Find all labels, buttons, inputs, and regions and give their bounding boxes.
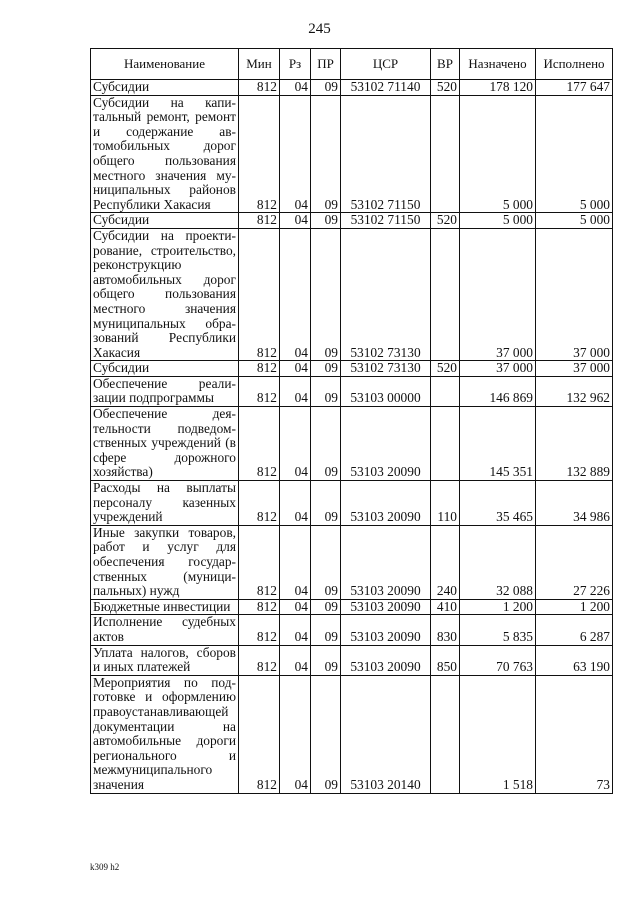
cell-csr: 53102 73130 [341,361,431,377]
cell-pr: 09 [311,376,341,406]
cell-rz: 04 [280,213,311,229]
cell-assigned: 70 763 [460,645,536,675]
table-row [91,481,613,526]
table-row [91,361,613,377]
table-row [91,228,613,360]
budget-table [90,48,613,794]
table-header-row [91,49,613,80]
cell-name: Исполнение судебных актов [91,615,239,645]
cell-pr: 09 [311,525,341,599]
cell-pr: 09 [311,615,341,645]
cell-csr: 53103 20090 [341,615,431,645]
cell-name: Субсидии [91,213,239,229]
cell-csr: 53102 71140 [341,80,431,96]
cell-min: 812 [239,407,280,481]
cell-pr: 09 [311,407,341,481]
cell-csr: 53103 20090 [341,481,431,526]
cell-min: 812 [239,376,280,406]
cell-executed: 37 000 [536,361,613,377]
cell-rz: 04 [280,376,311,406]
cell-pr: 09 [311,675,341,793]
cell-vr [431,675,460,793]
cell-csr: 53103 00000 [341,376,431,406]
cell-executed: 27 226 [536,525,613,599]
column-header-min: Мин [239,49,280,80]
cell-vr [431,228,460,360]
cell-min: 812 [239,481,280,526]
footer-code: k309 h2 [90,862,120,872]
cell-executed: 1 200 [536,599,613,615]
cell-vr: 520 [431,213,460,229]
cell-rz: 04 [280,407,311,481]
table-row [91,615,613,645]
cell-vr [431,407,460,481]
cell-min: 812 [239,95,280,213]
cell-assigned: 37 000 [460,361,536,377]
cell-pr: 09 [311,228,341,360]
cell-executed: 63 190 [536,645,613,675]
cell-vr [431,376,460,406]
cell-csr: 53102 71150 [341,95,431,213]
cell-executed: 73 [536,675,613,793]
cell-rz: 04 [280,675,311,793]
cell-csr: 53103 20090 [341,645,431,675]
cell-csr: 53102 71150 [341,213,431,229]
column-header-pr: ПР [311,49,341,80]
cell-executed: 6 287 [536,615,613,645]
cell-assigned: 37 000 [460,228,536,360]
column-header-executed: Исполнено [536,49,613,80]
cell-pr: 09 [311,213,341,229]
column-header-vr: ВР [431,49,460,80]
cell-min: 812 [239,228,280,360]
cell-rz: 04 [280,615,311,645]
cell-csr: 53103 20140 [341,675,431,793]
cell-assigned: 5 835 [460,615,536,645]
cell-csr: 53103 20090 [341,599,431,615]
cell-assigned: 32 088 [460,525,536,599]
cell-pr: 09 [311,361,341,377]
cell-pr: 09 [311,80,341,96]
cell-assigned: 1 518 [460,675,536,793]
cell-name: Обеспечение реализации подпрограммы [91,376,239,406]
cell-csr: 53103 20090 [341,407,431,481]
cell-name: Субсидии [91,361,239,377]
page-number: 245 [308,21,331,37]
cell-name: Расходы на выплаты персоналу казенных учреждений [91,481,239,526]
cell-name: Обеспечение деятельности подведомственных учреждений (в сфере дорожного хозяйства) [91,407,239,481]
cell-rz: 04 [280,95,311,213]
cell-executed: 177 647 [536,80,613,96]
column-header-csr: ЦСР [341,49,431,80]
cell-pr: 09 [311,481,341,526]
table-row [91,599,613,615]
cell-executed: 132 962 [536,376,613,406]
cell-vr: 830 [431,615,460,645]
cell-rz: 04 [280,481,311,526]
cell-assigned: 146 869 [460,376,536,406]
cell-executed: 5 000 [536,95,613,213]
column-header-assigned: Назначено [460,49,536,80]
cell-rz: 04 [280,361,311,377]
cell-assigned: 145 351 [460,407,536,481]
column-header-rz: Рз [280,49,311,80]
cell-name: Субсидии на капитальный ремонт, ремонт и содержание автомобильных дорог общего пользования местного значения муниципальных районов Республики Хакасия [91,95,239,213]
cell-assigned: 1 200 [460,599,536,615]
table-row [91,95,613,213]
table-row [91,80,613,96]
cell-rz: 04 [280,80,311,96]
cell-assigned: 35 465 [460,481,536,526]
cell-vr: 520 [431,80,460,96]
column-header-name: Наименование [91,49,239,80]
cell-min: 812 [239,525,280,599]
cell-vr: 850 [431,645,460,675]
cell-min: 812 [239,675,280,793]
cell-rz: 04 [280,525,311,599]
cell-pr: 09 [311,645,341,675]
cell-min: 812 [239,599,280,615]
table-row [91,213,613,229]
cell-executed: 37 000 [536,228,613,360]
cell-name: Бюджетные инвестиции [91,599,239,615]
cell-vr: 520 [431,361,460,377]
cell-min: 812 [239,80,280,96]
cell-name: Субсидии на проектирование, строительство, реконструкцию автомобильных дорог общего пользования местного значения муниципальных образований Республики Хакасия [91,228,239,360]
cell-min: 812 [239,213,280,229]
table-row [91,645,613,675]
cell-csr: 53103 20090 [341,525,431,599]
cell-vr: 240 [431,525,460,599]
cell-vr: 410 [431,599,460,615]
cell-name: Иные закупки товаров, работ и услуг для обеспечения государственных (муниципальных) нужд [91,525,239,599]
cell-name: Мероприятия по подготовке и оформлению правоустанавливающей документации на автомобильные дороги регионального и межмуниципального значения [91,675,239,793]
cell-min: 812 [239,645,280,675]
cell-assigned: 178 120 [460,80,536,96]
table-body [91,80,613,794]
cell-rz: 04 [280,228,311,360]
cell-assigned: 5 000 [460,95,536,213]
table-row [91,407,613,481]
cell-vr: 110 [431,481,460,526]
cell-executed: 5 000 [536,213,613,229]
cell-vr [431,95,460,213]
cell-csr: 53102 73130 [341,228,431,360]
table-row [91,525,613,599]
cell-pr: 09 [311,599,341,615]
table-row [91,376,613,406]
table-row [91,675,613,793]
cell-executed: 34 986 [536,481,613,526]
cell-assigned: 5 000 [460,213,536,229]
cell-min: 812 [239,615,280,645]
cell-rz: 04 [280,599,311,615]
cell-min: 812 [239,361,280,377]
cell-rz: 04 [280,645,311,675]
cell-name: Уплата налогов, сборов и иных платежей [91,645,239,675]
cell-pr: 09 [311,95,341,213]
cell-name: Субсидии [91,80,239,96]
cell-executed: 132 889 [536,407,613,481]
